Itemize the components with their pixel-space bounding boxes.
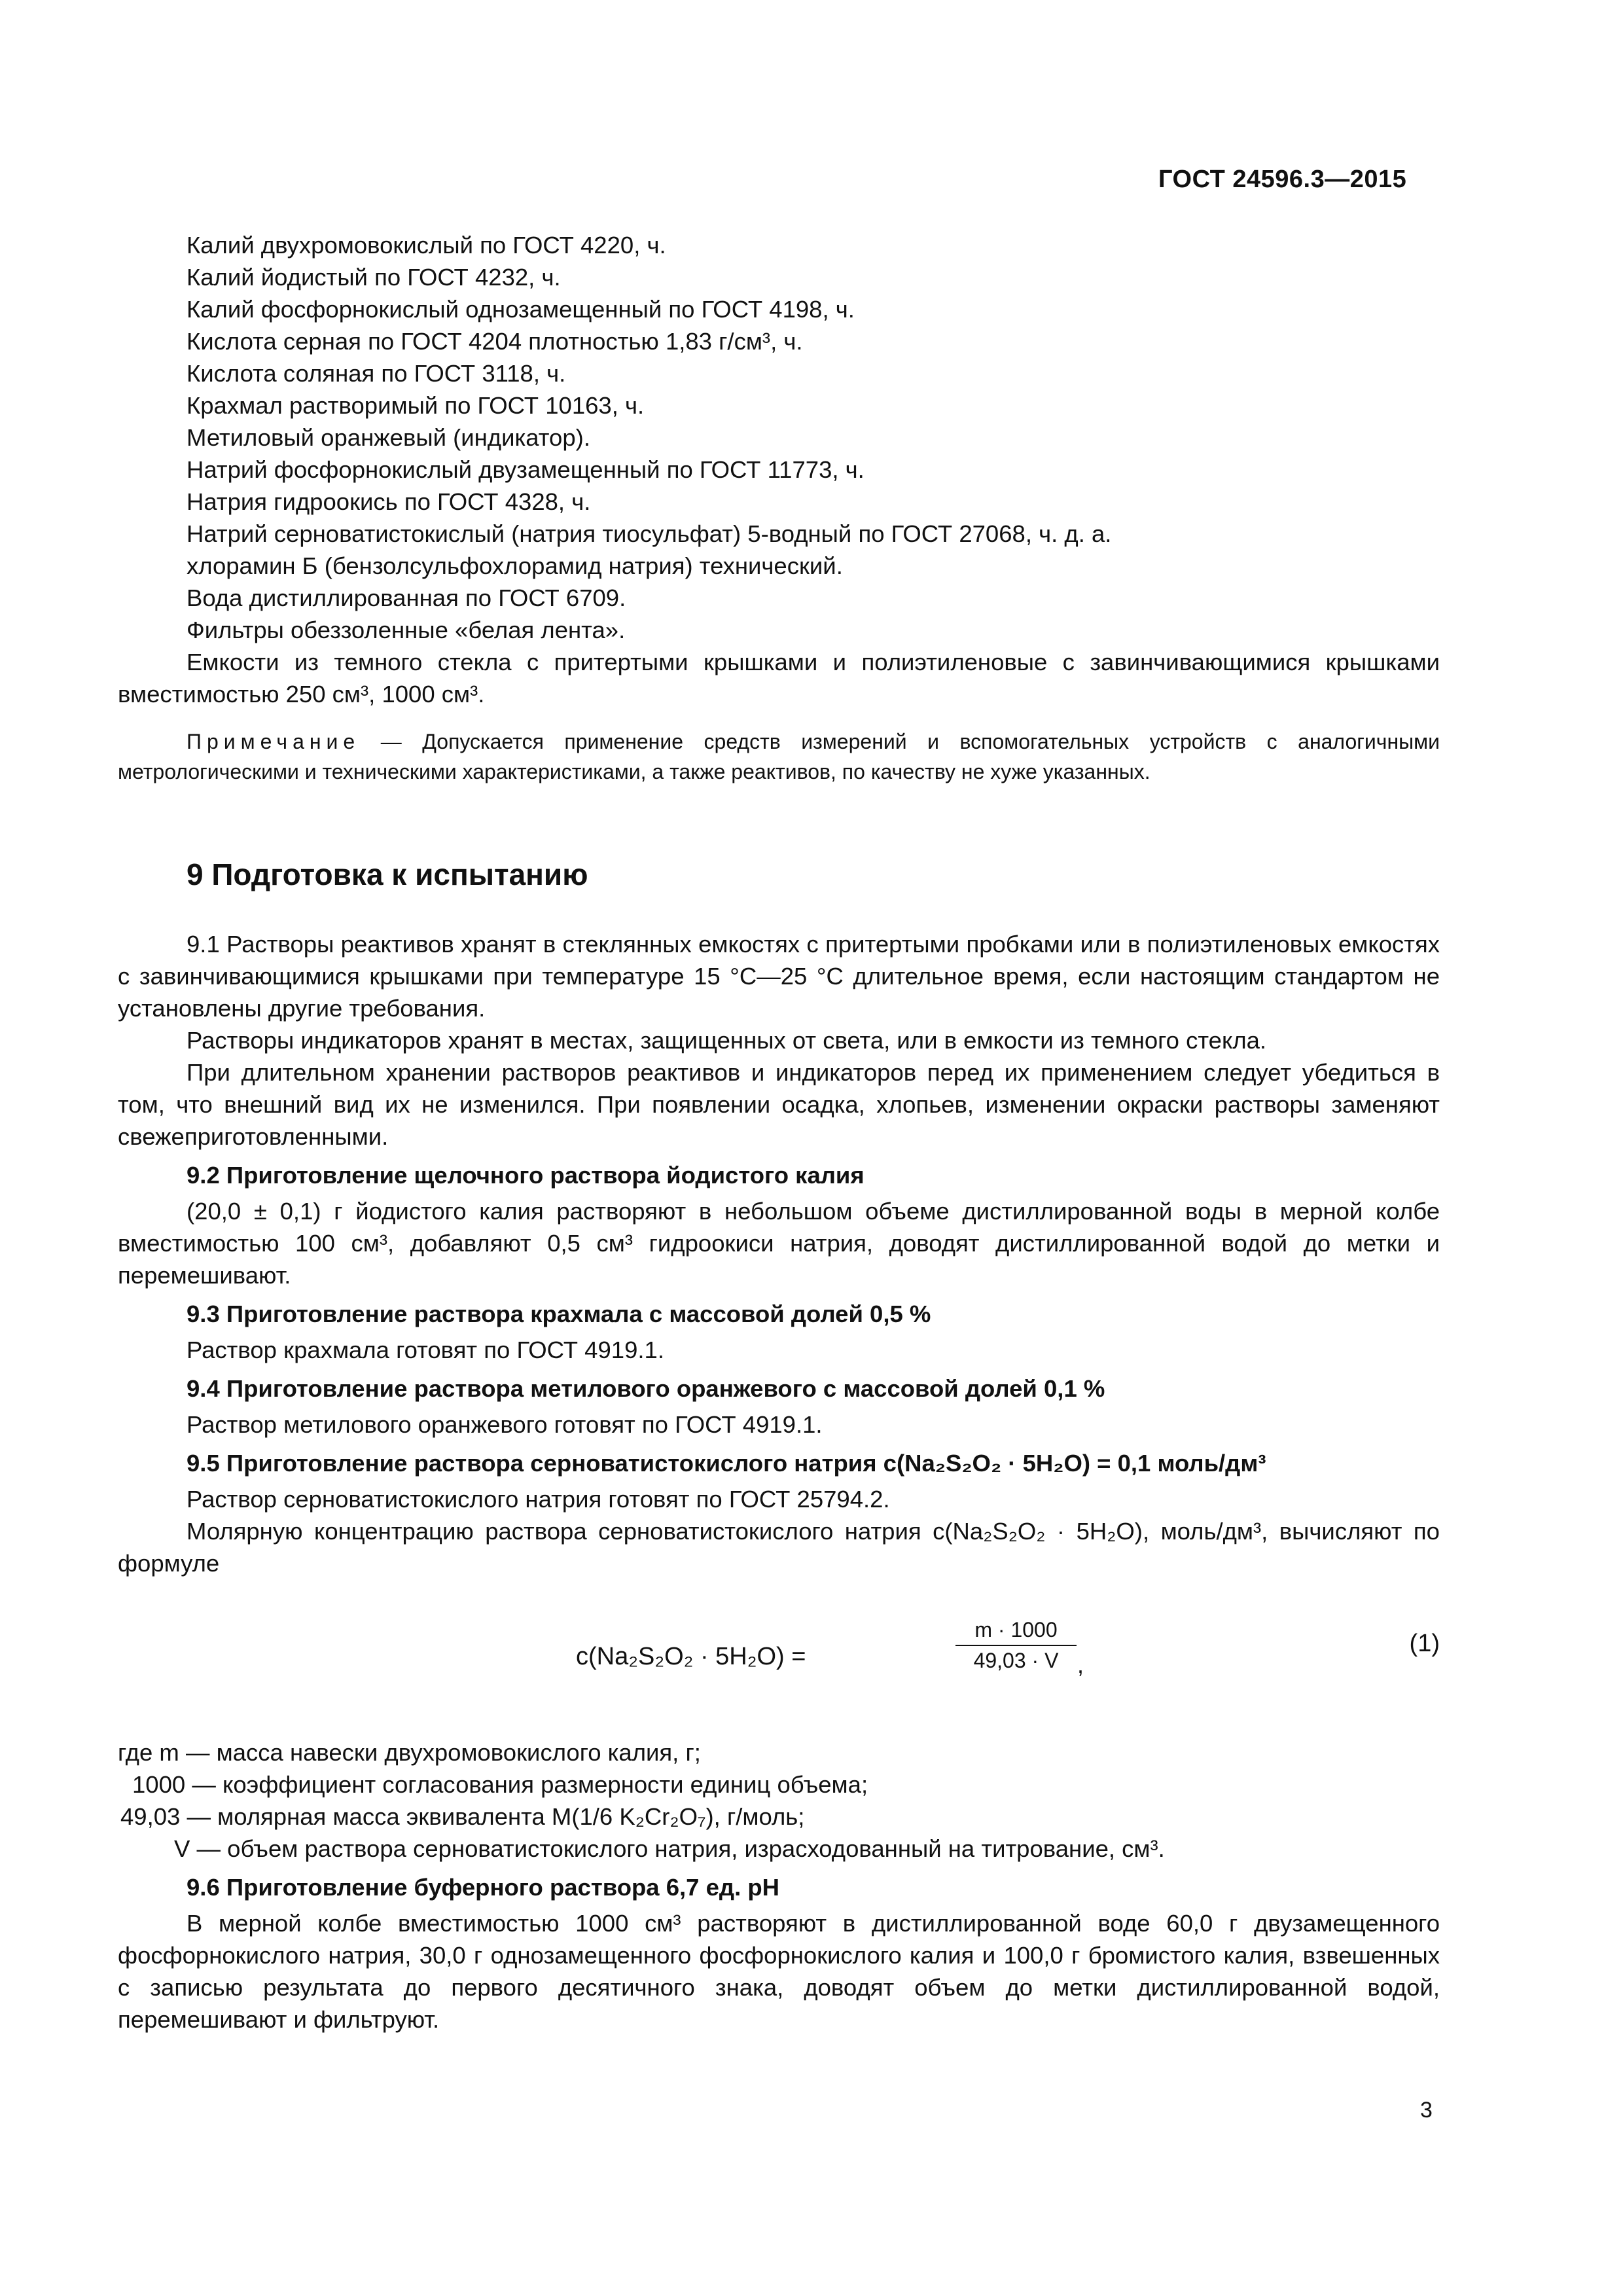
subsection-heading-9-3: 9.3 Приготовление раствора крахмала с массовой долей 0,5 % bbox=[187, 1300, 931, 1327]
list-item: Фильтры обеззоленные «белая лента». bbox=[187, 617, 626, 643]
formula-lhs: c(Na₂S₂O₂ · 5H₂O) = bbox=[576, 1643, 806, 1670]
formula-number: (1) bbox=[1409, 1630, 1440, 1657]
legend-symbol: 49,03 bbox=[120, 1803, 181, 1830]
list-item: Натрий фосфорнокислый двузамещенный по ГОСТ 11773, ч. bbox=[187, 456, 865, 483]
paragraph: При длительном хранении растворов реактивов и индикаторов перед их применением следует убедиться в том, что внешний вид их не изменился. При появлении осадка, хлопьев, изменении окраски растворы заменяют свежеприготовленными. bbox=[118, 1059, 1440, 1150]
list-item: Вода дистиллированная по ГОСТ 6709. bbox=[187, 584, 626, 611]
page-number: 3 bbox=[1420, 2098, 1433, 2123]
legend-desc: — масса навески двухромовокислого калия, г; bbox=[179, 1739, 701, 1766]
materials-list bbox=[118, 229, 1440, 710]
legend-desc: — объем раствора серноватистокислого натрия, израсходованный на титрование, см³. bbox=[190, 1835, 1165, 1862]
note-label: Примечание bbox=[187, 730, 361, 753]
formula-1 bbox=[118, 1615, 1440, 1706]
section-body bbox=[118, 928, 1440, 2036]
document-header-id: ГОСТ 24596.3—2015 bbox=[1158, 166, 1407, 193]
subsection-heading-9-4: 9.4 Приготовление раствора метилового оранжевого с массовой долей 0,1 % bbox=[187, 1375, 1105, 1402]
paragraph: Раствор метилового оранжевого готовят по ГОСТ 4919.1. bbox=[187, 1411, 823, 1438]
list-item: Метиловый оранжевый (индикатор). bbox=[187, 424, 590, 451]
heading-text: 9.5 Приготовление раствора серноватистокислого натрия bbox=[187, 1450, 883, 1477]
paragraph-text: , моль/дм³, вычисляют по формуле bbox=[118, 1518, 1440, 1577]
subsection-heading-9-6: 9.6 Приготовление буферного раствора 6,7 ед. рН bbox=[187, 1874, 780, 1901]
list-item: Натрия гидроокись по ГОСТ 4328, ч. bbox=[187, 488, 591, 515]
list-item: Крахмал растворимый по ГОСТ 10163, ч. bbox=[187, 392, 645, 419]
paragraph bbox=[118, 1515, 1440, 1579]
paragraph: Раствор крахмала готовят по ГОСТ 4919.1. bbox=[187, 1336, 664, 1363]
legend-row bbox=[118, 1801, 1440, 1833]
paragraph-text: Молярную концентрацию раствора серноватистокислого натрия bbox=[187, 1518, 933, 1545]
formula-fraction bbox=[955, 1615, 1077, 1675]
section-heading: 9 Подготовка к испытанию bbox=[187, 857, 588, 891]
subsection-heading-9-5 bbox=[118, 1447, 1440, 1479]
legend-row bbox=[118, 1768, 1440, 1801]
paragraph: В мерной колбе вместимостью 1000 см³ растворяют в дистиллированной воде 60,0 г двузамещенного фосфорнокислого натрия, 30,0 г однозамещенного фосфорнокислого калия и 100,0 г бромистого калия, взвешенных с записью результата до первого десятичного знака, доводят объем до метки дистиллированной водой, перемешивают и фильтруют. bbox=[118, 1910, 1440, 2033]
formula-legend bbox=[118, 1736, 1440, 1865]
list-item: Натрий серноватистокислый (натрия тиосульфат) 5-водный по ГОСТ 27068, ч. д. а. bbox=[187, 520, 1112, 547]
legend-symbol: 1000 bbox=[132, 1771, 186, 1798]
subsection-heading-9-2: 9.2 Приготовление щелочного раствора йодистого калия bbox=[187, 1162, 865, 1189]
legend-desc: — коэффициент согласования размерности единиц объема; bbox=[185, 1771, 868, 1798]
list-item: Калий фосфорнокислый однозамещенный по ГОСТ 4198, ч. bbox=[187, 296, 855, 323]
note-text: — Допускается применение средств измерений и вспомогательных устройств с аналогичными метрологическими и техническими характеристиками, а также реактивов, по качеству не хуже указанных. bbox=[118, 730, 1440, 783]
list-item: Калий двухромовокислый по ГОСТ 4220, ч. bbox=[187, 232, 666, 259]
legend-desc: — молярная масса эквивалента M(1/6 K₂Cr₂O₇), г/моль; bbox=[180, 1803, 805, 1830]
list-item: хлорамин Б (бензолсульфохлорамид натрия) технический. bbox=[187, 552, 843, 579]
inline-formula: c(Na₂S₂O₂ · 5H₂O) bbox=[933, 1518, 1143, 1545]
list-item-containers: Емкости из темного стекла с притертыми крышками и полиэтиленовые с завинчивающимися крышками вместимостью 250 см³, 1000 см³. bbox=[118, 649, 1440, 708]
list-item: Калий йодистый по ГОСТ 4232, ч. bbox=[187, 264, 561, 291]
formula-denominator: 49,03 · V bbox=[973, 1649, 1059, 1672]
formula-numerator: m · 1000 bbox=[955, 1615, 1077, 1646]
heading-formula: c(Na₂S₂O₂ · 5H₂O) = 0,1 моль/дм³ bbox=[883, 1450, 1266, 1477]
paragraph: Раствор серноватистокислого натрия готовят по ГОСТ 25794.2. bbox=[187, 1486, 890, 1513]
legend-row bbox=[118, 1736, 1440, 1768]
formula-comma: , bbox=[1077, 1651, 1084, 1678]
paragraph: Растворы индикаторов хранят в местах, защищенных от света, или в емкости из темного стекла. bbox=[187, 1027, 1267, 1054]
legend-symbol: где m bbox=[118, 1739, 179, 1766]
note-block bbox=[118, 726, 1440, 787]
legend-symbol: V bbox=[174, 1835, 190, 1862]
paragraph-9-1: 9.1 Растворы реактивов хранят в стеклянных емкостях с притертыми пробками или в полиэтиленовых емкостях с завинчивающимися крышками при температуре 15 °С—25 °С длительное время, если настоящим стандартом не установлены другие требования. bbox=[118, 931, 1440, 1022]
paragraph: (20,0 ± 0,1) г йодистого калия растворяют в небольшом объеме дистиллированной воды в мерной колбе вместимостью 100 см³, добавляют 0,5 см³ гидроокиси натрия, доводят дистиллированной водой до метки и перемешивают. bbox=[118, 1198, 1440, 1289]
list-item: Кислота серная по ГОСТ 4204 плотностью 1,83 г/см³, ч. bbox=[187, 328, 803, 355]
list-item: Кислота соляная по ГОСТ 3118, ч. bbox=[187, 360, 566, 387]
legend-row bbox=[118, 1833, 1440, 1865]
